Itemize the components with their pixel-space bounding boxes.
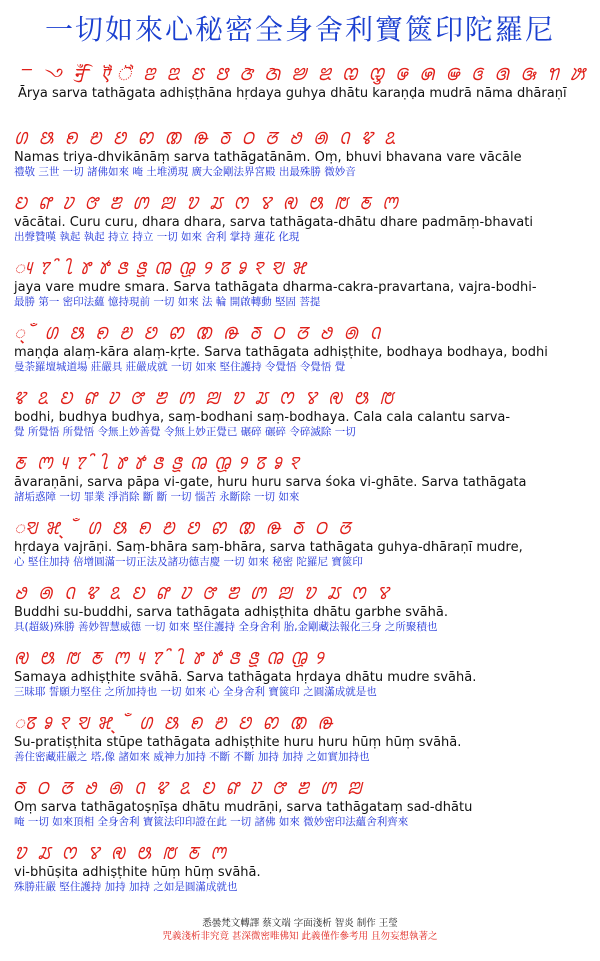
romanized-line: Namas triya-dhvikānāṃ sarva tathāgatānām. Oṃ, bhuvi bhavana vare vācāle	[14, 150, 522, 165]
romanized-line: Oṃ sarva tathāgatoṣṇīṣa dhātu mudrāṇi, sarva tathāgataṃ sad-dhātu	[14, 800, 473, 815]
siddham-line: ꢤ ꢥ ꢦ ꢧ ꢨ ꢩ ꢪ ꢫ ꢬ ꢭ ꢮ ꢯ ꢰ ꢱ ꢲ ꢳ	[14, 193, 401, 214]
chinese-gloss-line: 出聲贊嘆 執起 執起 持立 持立 一切 如來 舍利 掌持 蓮花 化現	[14, 231, 300, 243]
stanza	[14, 843, 589, 894]
stanza	[14, 258, 589, 309]
siddham-line: ꢜ ꢝ ꢞ ꢟ ꢠ ꢡ ꢢ ꢣ ꢤ ꢥ ꢦ ꢧ ꢨ ꢩ ꢪ	[14, 778, 365, 799]
siddham-line: ꣄ ꣅ ꢔ ꢕ ꢖ ꢗ ꢘ ꢙ ꢚ ꢛ ꢜ ꢝ ꢞ ꢟ ꢠ ꢡ	[14, 323, 383, 344]
siddham-line: ꢟ ꢠ ꢡ ꢢ ꢣ ꢤ ꢥ ꢦ ꢧ ꢨ ꢩ ꢪ ꢫ ꢬ ꢭ ꢮ	[14, 583, 392, 604]
chinese-gloss-line: 殊勝莊嚴 堅住護持 加持 加持 之如是圓滿成就也	[14, 881, 238, 893]
stanza	[14, 518, 589, 569]
chinese-gloss-line: 心 堅住加持 倍增圓滿一切正法及諸功德吉慶 一切 如來 秘密 陀羅尼 寶篋印	[14, 556, 363, 568]
stanza	[14, 713, 589, 764]
chinese-gloss-line: 諸垢惑障 一切 罪業 淨消除 斷 斷 一切 惱苦 永斷除 一切 如來	[14, 491, 300, 503]
siddham-line: ꢫ ꢬ ꢭ ꢮ ꢯ ꢰ ꢱ ꢲ ꢳ	[14, 843, 229, 864]
chinese-gloss-line: 曼荼羅壇城道場 莊嚴具 莊嚴成就 一切 如來 堅住護持 令覺悟 令覺悟 覺	[14, 361, 346, 373]
siddham-line: ꢯ ꢰ ꢱ ꢲ ꢳ ꢴ ꢵ ꢶ ꢷ ꢸ ꢹ ꢺ ꢻ ꢼ ꢽ ꢾ	[14, 648, 327, 669]
stanza	[14, 453, 589, 504]
stanza	[14, 778, 589, 829]
siddham-line: ꣂ ꣃ ꣄ ꣅ ꢔ ꢕ ꢖ ꢗ ꢘ ꢙ ꢚ ꢛ ꢜ ꢝ ꢞ	[14, 518, 354, 539]
romanized-line: vi-bhūṣita adhiṣṭhite hūṃ hūṃ svāhā.	[14, 865, 261, 880]
header-romanized-line: Ārya sarva tathāgata adhiṣṭhāna hṛdaya guhya dhātu karaṇḍa mudrā nāma dhāraṇī	[18, 86, 567, 101]
chinese-gloss-line: 具(超級)殊勝 善妙智慧威德 一切 如來 堅住護持 全身舍利 胎,金剛藏法報化三身 之所聚積也	[14, 621, 438, 633]
romanized-line: bodhi, budhya budhya, saṃ-bodhani saṃ-bodhaya. Cala cala calantu sarva-	[14, 410, 511, 425]
siddham-line: ꢴ ꢵ ꢶ ꢷ ꢸ ꢹ ꢺ ꢻ ꢼ ꢽ ꢾ ꢿ ꣀ ꣁ ꣂ ꣃ	[14, 258, 309, 279]
chinese-gloss-line: 最勝 第一 密印法蘊 憶持現前 一切 如來 法 輪 開啟轉動 堅固 菩提	[14, 296, 321, 308]
credits-disclaimer-line: 咒義淺析非究竟 甚深微密唯佛知 此義僅作參考用 且勿妄想執著之	[162, 931, 438, 942]
romanized-line: jaya vare mudre smara. Sarva tathāgata dharma-cakra-pravartana, vajra-bodhi-	[14, 280, 537, 295]
romanized-line: Su-pratiṣṭhita stūpe tathāgata adhiṣṭhite huru huru hūṃ hūṃ svāhā.	[14, 735, 462, 750]
stanza	[14, 388, 589, 439]
chinese-gloss-line: 三昧耶 誓願力堅住 之所加持也 一切 如來 心 全身舍利 寶篋印 之圓滿成就是也	[14, 686, 377, 698]
chinese-gloss-line: 唵 一切 如來頂相 全身舍利 寶篋法印印證在此 一切 諸佛 如來 微妙密印法蘊舍利齊來	[14, 816, 409, 828]
siddham-line: ꢲ ꢳ ꢴ ꢵ ꢶ ꢷ ꢸ ꢹ ꢺ ꢻ ꢼ ꢽ ꢾ ꢿ ꣀ ꣁ	[14, 453, 302, 474]
romanized-line: vācātai. Curu curu, dhara dhara, sarva tathāgata-dhātu dhare padmāṃ-bhavati	[14, 215, 533, 230]
credits-author-line: 悉曇梵文轉譯 蔡文端 字面淺析 智炎 制作 王瑩	[202, 918, 398, 929]
header-siddham-line: ꣻ ꣼ ꣽ ꣾ ꣿ ꢂ ꢃ ꢄ ꢅ ꢆ ꢇ ꢈ ꢉ ꢊ ꢋ ꢌ ꢍ ꢎ ꢏ ꢐ ꢑ ꢒ ꢓ	[18, 64, 588, 85]
stanza	[14, 583, 589, 634]
stanza	[14, 128, 589, 179]
siddham-line: ꢿ ꣀ ꣁ ꣂ ꣃ ꣄ ꣅ ꢔ ꢕ ꢖ ꢗ ꢘ ꢙ ꢚ ꢛ	[14, 713, 336, 734]
credits	[0, 917, 600, 943]
stanza	[14, 193, 589, 244]
chinese-gloss-line: 覺 所覺悟 所覺悟 令無上妙善覺 令無上妙正覺已 碾碎 碾碎 令碎滅除 一切	[14, 426, 356, 438]
romanized-line: Buddhi su-buddhi, sarva tathāgata adhiṣṭhita dhātu garbhe svāhā.	[14, 605, 448, 620]
siddham-line: ꢔ ꢕ ꢖ ꢗ ꢘ ꢙ ꢚ ꢛ ꢜ ꢝ ꢞ ꢟ ꢠ ꢡ ꢢ ꢣ	[14, 128, 398, 149]
romanized-line: Samaya adhiṣṭhite svāhā. Sarva tathāgata hṛdaya dhātu mudre svāhā.	[14, 670, 477, 685]
siddham-line: ꢢ ꢣ ꢤ ꢥ ꢦ ꢧ ꢨ ꢩ ꢪ ꢫ ꢬ ꢭ ꢮ ꢯ ꢰ ꢱ	[14, 388, 396, 409]
chinese-gloss-line: 禮敬 三世 一切 諸佛如來 唵 土堆湧現 廣大金剛法界宮殿 出最殊勝 微妙音	[14, 166, 356, 178]
stanza	[14, 323, 589, 374]
stanza	[14, 648, 589, 699]
romanized-line: hṛdaya vajrāṇi. Saṃ-bhāra saṃ-bhāra, sarva tathāgata guhya-dhāraṇī mudre,	[14, 540, 523, 555]
page-title: 一切如來心秘密全身舍利寶篋印陀羅尼	[44, 13, 555, 46]
dharani-header	[18, 64, 588, 102]
romanized-line: maṇḍa alaṃ-kāra alaṃ-kṛte. Sarva tathāgata adhiṣṭhite, bodhaya bodhaya, bodhi	[14, 345, 548, 360]
chinese-gloss-line: 善住密藏莊嚴之 塔,像 諸如來 威神力加持 不斷 不斷 加持 加持 之如實加持也	[14, 751, 370, 763]
romanized-line: āvaraṇāni, sarva pāpa vi-gate, huru huru sarva śoka vi-ghāte. Sarva tathāgata	[14, 475, 527, 490]
